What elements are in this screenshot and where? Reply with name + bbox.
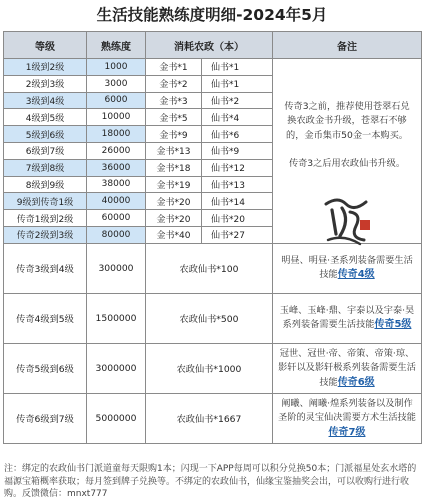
proficiency-cell: 36000 bbox=[87, 159, 146, 176]
immortal-book-cell: 仙书*9 bbox=[202, 142, 273, 159]
requirement-cell bbox=[273, 293, 422, 343]
header-proficiency: 熟练度 bbox=[87, 32, 146, 59]
table-row bbox=[4, 343, 422, 393]
level-cell: 2级到3级 bbox=[4, 75, 87, 92]
requirement-text: 冠世、冠世·帝、帝策、帝策·琼、影轩以及影轩极系列装备需要生活技能 bbox=[278, 347, 416, 388]
gold-book-cell: 金书*13 bbox=[146, 142, 202, 159]
immortal-book-cell: 仙书*12 bbox=[202, 159, 273, 176]
note-text-1: 传奇3之前，推荐使用苍翠石兑换农政金书升级，苍翠石不够的，金币集市50金一本购买。 bbox=[284, 100, 410, 141]
level-cell: 4级到5级 bbox=[4, 109, 87, 126]
table-row bbox=[4, 293, 422, 343]
level-cell: 6级到7级 bbox=[4, 142, 87, 159]
gold-book-cell: 金书*20 bbox=[146, 210, 202, 227]
immortal-book-cell: 仙书*4 bbox=[202, 109, 273, 126]
footer-note: 注：绑定的农政仙书门派道童每天限购1本；闪现一下APP每周可以积分兑换50本；门派福星处玄水塔的福源宝箱概率获取；每月签到牌子兑换等。不绑定的农政仙书，仙缘宝鉴抽奖会出，可以收购行进行收购。反馈微信：mnxt777 bbox=[4, 464, 417, 499]
immortal-book-cell: 仙书*13 bbox=[202, 176, 273, 193]
immortal-book-cell: 仙书*20 bbox=[202, 210, 273, 227]
requirement-cell bbox=[273, 393, 422, 443]
level-cell: 传奇1级到2级 bbox=[4, 210, 87, 227]
immortal-book-cell: 仙书*1 bbox=[202, 59, 273, 76]
gold-book-cell: 金书*40 bbox=[146, 226, 202, 243]
header-notes: 备注 bbox=[273, 32, 422, 59]
immortal-book-cell: 仙书*6 bbox=[202, 126, 273, 143]
proficiency-cell: 5000000 bbox=[87, 393, 146, 443]
level-cell: 传奇4级到5级 bbox=[4, 293, 87, 343]
required-level-highlight: 传奇7级 bbox=[328, 426, 366, 438]
immortal-book-cell: 仙书*2 bbox=[202, 92, 273, 109]
gold-book-cell: 金书*20 bbox=[146, 193, 202, 210]
proficiency-cell: 3000000 bbox=[87, 343, 146, 393]
gold-book-cell: 金书*5 bbox=[146, 109, 202, 126]
required-level-highlight: 传奇5级 bbox=[374, 319, 412, 331]
proficiency-table bbox=[3, 31, 422, 444]
gold-book-cell: 金书*1 bbox=[146, 59, 202, 76]
proficiency-cell: 60000 bbox=[87, 210, 146, 227]
page-title: 生活技能熟练度明细-2024年5月 bbox=[96, 6, 328, 24]
material-cell: 农政仙书*500 bbox=[146, 293, 273, 343]
requirement-text: 玉峰、玉峰·鼎、宇泰以及宇泰·昊系列装备需要生活技能 bbox=[279, 304, 415, 331]
proficiency-cell: 300000 bbox=[87, 243, 146, 293]
requirement-cell bbox=[273, 243, 422, 293]
proficiency-cell: 40000 bbox=[87, 193, 146, 210]
level-cell: 传奇2级到3级 bbox=[4, 226, 87, 243]
table-row bbox=[4, 393, 422, 443]
level-cell: 3级到4级 bbox=[4, 92, 87, 109]
table-header-row bbox=[4, 32, 422, 59]
requirement-cell bbox=[273, 343, 422, 393]
proficiency-cell: 18000 bbox=[87, 126, 146, 143]
proficiency-cell: 38000 bbox=[87, 176, 146, 193]
level-cell: 9级到传奇1级 bbox=[4, 193, 87, 210]
gold-book-cell: 金书*9 bbox=[146, 126, 202, 143]
level-cell: 传奇6级到7级 bbox=[4, 393, 87, 443]
immortal-book-cell: 仙书*14 bbox=[202, 193, 273, 210]
requirement-text: 阐曦、阐曦·煌系列装备以及制作圣阶的灵宝仙决需要方术生活技能 bbox=[278, 397, 416, 424]
proficiency-cell: 26000 bbox=[87, 142, 146, 159]
level-cell: 5级到6级 bbox=[4, 126, 87, 143]
gold-book-cell: 金书*3 bbox=[146, 92, 202, 109]
level-cell: 8级到9级 bbox=[4, 176, 87, 193]
note-text-2: 传奇3之后用农政仙书升级。 bbox=[288, 158, 406, 170]
material-cell: 农政仙书*100 bbox=[146, 243, 273, 293]
proficiency-cell: 1000 bbox=[87, 59, 146, 76]
table-row bbox=[4, 59, 422, 76]
table-row bbox=[4, 243, 422, 293]
proficiency-cell: 3000 bbox=[87, 75, 146, 92]
proficiency-cell: 6000 bbox=[87, 92, 146, 109]
required-level-highlight: 传奇4级 bbox=[337, 269, 375, 281]
requirement-text: 明昼、明昼·圣系列装备需要生活技能 bbox=[281, 254, 413, 281]
material-cell: 农政仙书*1000 bbox=[146, 343, 273, 393]
gold-book-cell: 金书*18 bbox=[146, 159, 202, 176]
immortal-book-cell: 仙书*27 bbox=[202, 226, 273, 243]
level-cell: 传奇5级到6级 bbox=[4, 343, 87, 393]
level-cell: 传奇3级到4级 bbox=[4, 243, 87, 293]
gold-book-cell: 金书*2 bbox=[146, 75, 202, 92]
immortal-book-cell: 仙书*1 bbox=[202, 75, 273, 92]
proficiency-cell: 10000 bbox=[87, 109, 146, 126]
header-materials: 消耗农政（本） bbox=[146, 32, 273, 59]
level-cell: 7级到8级 bbox=[4, 159, 87, 176]
proficiency-cell: 80000 bbox=[87, 226, 146, 243]
note-cell bbox=[273, 59, 422, 244]
header-level: 等级 bbox=[4, 32, 87, 59]
gold-book-cell: 金书*19 bbox=[146, 176, 202, 193]
proficiency-cell: 1500000 bbox=[87, 293, 146, 343]
required-level-highlight: 传奇6级 bbox=[337, 376, 375, 388]
material-cell: 农政仙书*1667 bbox=[146, 393, 273, 443]
level-cell: 1级到2级 bbox=[4, 59, 87, 76]
